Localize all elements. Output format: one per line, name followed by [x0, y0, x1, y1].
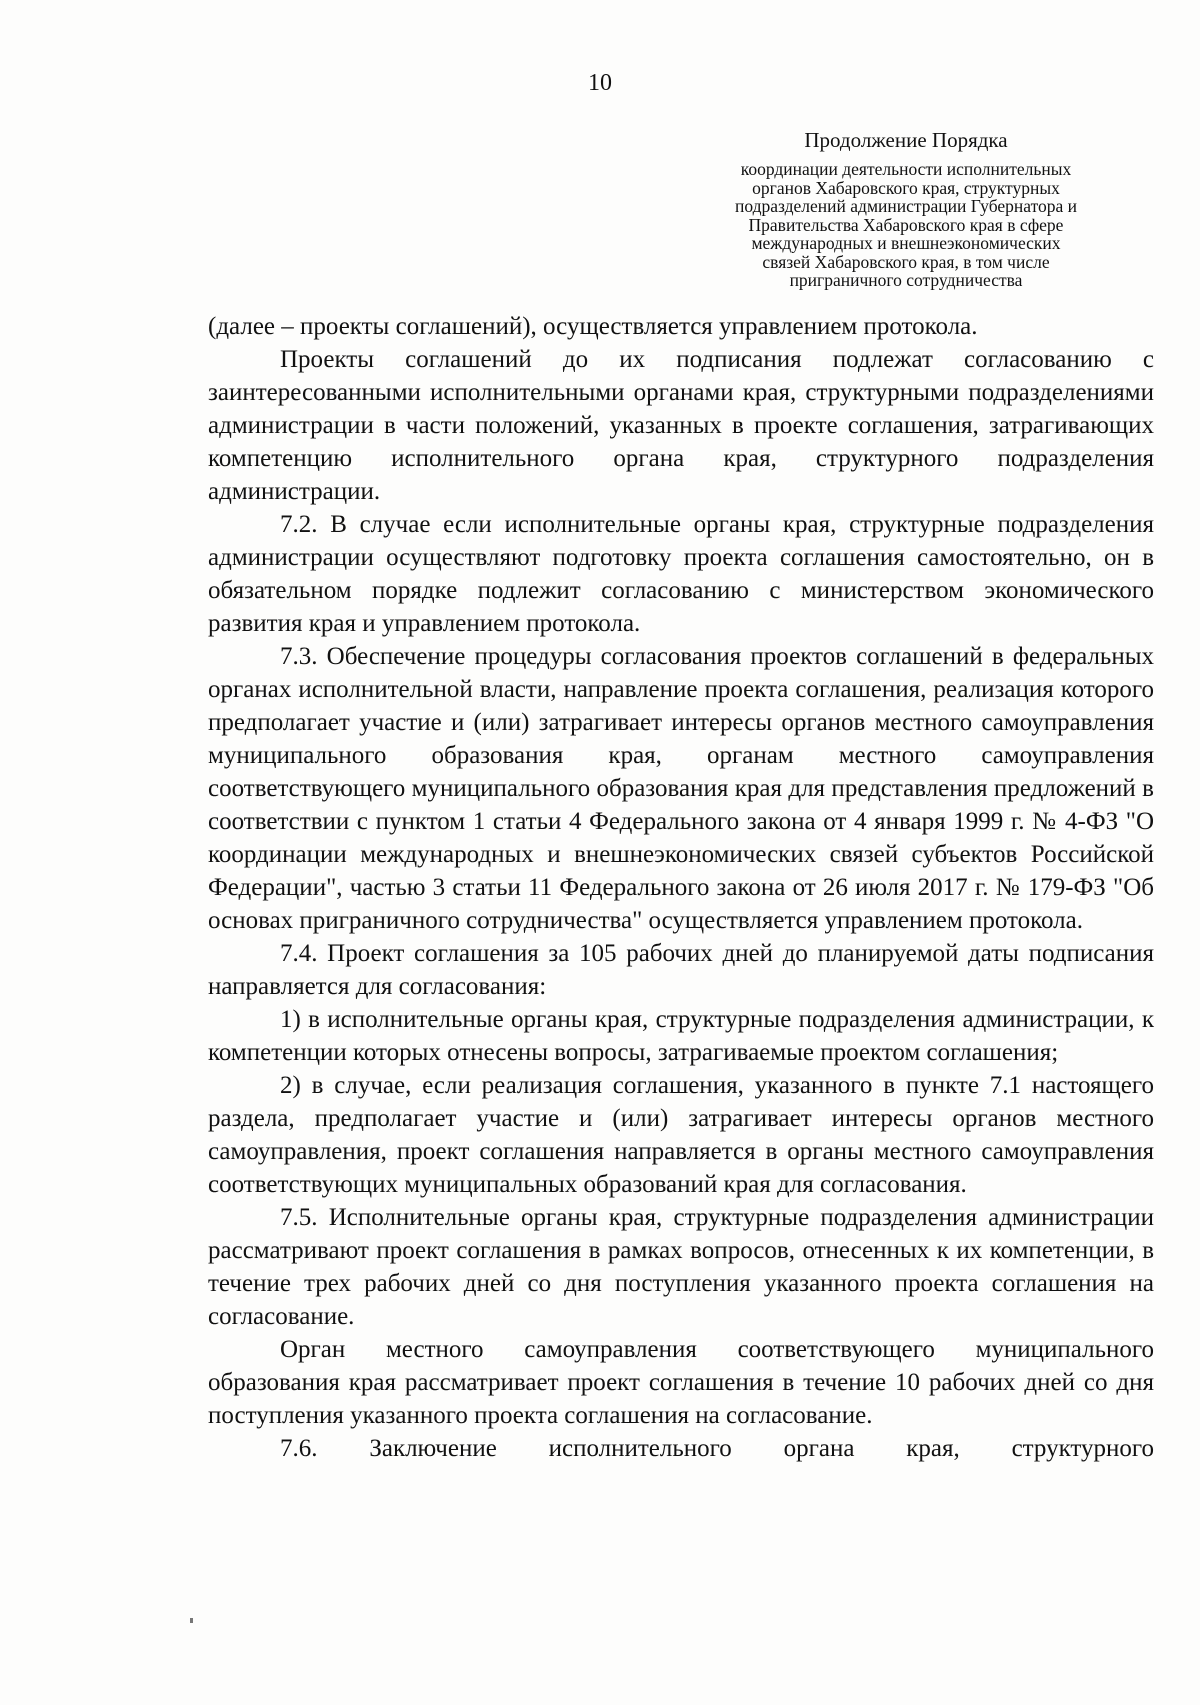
page-number: 10: [588, 70, 612, 96]
paragraph: Проекты соглашений до их подписания подлежат согласованию с заинтересованными исполнительными органами края, структурными подразделениями администрации в части положений, указанных в проекте соглашения, затрагивающих компетенцию исполнительного органа края, структурного подразделения администрации.: [208, 346, 1154, 505]
header-line: международных и внешнеэкономических: [751, 233, 1061, 253]
document-body: [208, 310, 1154, 1465]
paragraph-7-5: 7.5. Исполнительные органы края, структурные подразделения администрации рассматривают проект соглашения в рамках вопросов, отнесенных к их компетенции, в течение трех рабочих дней со дня поступления указанного проекта соглашения на согласование.: [208, 1204, 1154, 1330]
paragraph-7-6: 7.6. Заключение исполнительного органа края, структурного: [280, 1435, 1154, 1462]
paragraph-7-4: 7.4. Проект соглашения за 105 рабочих дней до планируемой даты подписания направляется для согласования:: [208, 940, 1154, 1000]
header-line: органов Хабаровского края, структурных: [752, 177, 1060, 198]
list-item-1: 1) в исполнительные органы края, структурные подразделения администрации, к компетенции которых отнесены вопросы, затрагиваемые проектом соглашения;: [208, 1006, 1154, 1066]
header-line: Правительства Хабаровского края в сфере: [748, 214, 1064, 235]
header-line: связей Хабаровского края, в том числе: [762, 251, 1050, 272]
document-header: [660, 126, 1152, 290]
paragraph-7-3: 7.3. Обеспечение процедуры согласования проектов соглашений в федеральных органах исполнительной власти, направление проекта соглашения, реализация которого предполагает участие и (или) затрагивает интересы органов местного самоуправления муниципального образования края, органам местного самоуправления соответствующего муниципального образования края для представления предложений в соответствии с пунктом 1 статьи 4 Федерального закона от 4 января 1999 г. № 4-ФЗ "О координации международных и внешнеэкономических связей субъектов Российской Федерации", частью 3 статьи 11 Федерального закона от 26 июля 2017 г. № 179-ФЗ "Об основах приграничного сотрудничества" осуществляется управлением протокола.: [208, 643, 1154, 934]
header-line: подразделений администрации Губернатора и: [735, 196, 1077, 216]
header-line: координации деятельности исполнительных: [740, 159, 1072, 179]
paragraph-7-2: 7.2. В случае если исполнительные органы края, структурные подразделения администрации осуществляют подготовку проекта соглашения самостоятельно, он в обязательном порядке подлежит согласованию с министерством экономического развития края и управлением протокола.: [208, 511, 1154, 637]
list-item-2: 2) в случае, если реализация соглашения, указанного в пункте 7.1 настоящего раздела, предполагает участие и (или) затрагивает интересы органов местного самоуправления, проект соглашения направляется в органы местного самоуправления соответствующих муниципальных образований края для согласования.: [208, 1072, 1154, 1198]
header-line: приграничного сотрудничества: [789, 270, 1023, 290]
paragraph-continuation: (далее – проекты соглашений), осуществляется управлением протокола.: [208, 313, 978, 340]
scan-mark: [190, 1618, 193, 1623]
paragraph: Орган местного самоуправления соответствующего муниципального образования края рассматривает проект соглашения в течение 10 рабочих дней со дня поступления указанного проекта соглашения на согласование.: [208, 1336, 1154, 1429]
header-title: Продолжение Порядка: [804, 128, 1008, 152]
